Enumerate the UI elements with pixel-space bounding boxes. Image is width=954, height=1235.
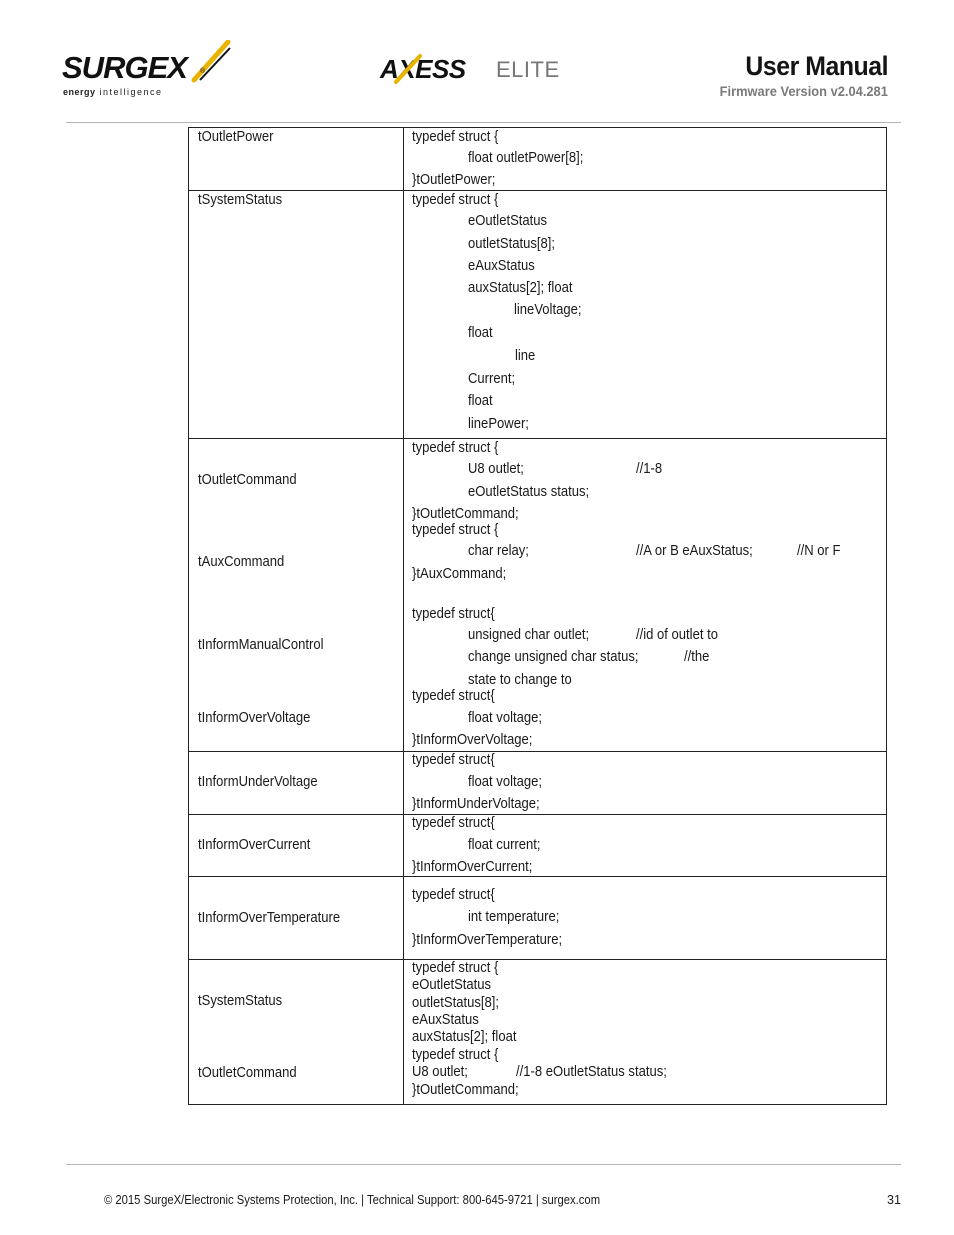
code-line: auxStatus[2]; float [412, 1029, 517, 1045]
code-line: }tOutletCommand; [412, 1082, 519, 1098]
code-line: typedef struct { [412, 522, 499, 538]
code-line: float [468, 325, 493, 341]
code-line: typedef struct{ [412, 815, 495, 831]
code-line: eOutletStatus status; [468, 484, 590, 500]
code-line: outletStatus[8]; [468, 236, 556, 252]
type-name: tInformOverCurrent [198, 837, 311, 853]
column-divider [403, 128, 404, 1104]
code-line: unsigned char outlet; [468, 627, 590, 643]
code-line: typedef struct { [412, 440, 499, 456]
code-line: }tOutletCommand; [412, 506, 519, 522]
tagline-energy: energy [63, 87, 96, 97]
row-divider [189, 959, 886, 960]
code-line: }tInformOverCurrent; [412, 859, 533, 875]
type-name: tInformOverTemperature [198, 910, 341, 926]
code-line: eOutletStatus [412, 977, 492, 993]
code-line: typedef struct{ [412, 887, 495, 903]
code-line: float voltage; [468, 774, 543, 790]
code-line: line [515, 348, 536, 364]
code-line: }tOutletPower; [412, 172, 496, 188]
surgex-wordmark: SURGEX [62, 50, 187, 85]
code-line: eAuxStatus [468, 258, 535, 274]
code-line: eOutletStatus [468, 213, 548, 229]
code-line: eAuxStatus [412, 1012, 479, 1028]
code-line: typedef struct{ [412, 752, 495, 768]
code-line: state to change to [468, 672, 572, 688]
code-line: typedef struct { [412, 960, 499, 976]
code-line: float voltage; [468, 710, 543, 726]
code-line: typedef struct { [412, 129, 499, 145]
type-name: tAuxCommand [198, 554, 285, 570]
code-line: char relay; [468, 543, 529, 559]
surgex-tagline [63, 87, 163, 97]
code-line: float current; [468, 837, 541, 853]
code-line: }tInformOverVoltage; [412, 732, 533, 748]
type-name: tOutletCommand [198, 1065, 297, 1081]
code-line: typedef struct { [412, 1047, 499, 1063]
code-line: auxStatus[2]; float [468, 280, 573, 296]
surgex-logo [62, 40, 232, 102]
code-line: typedef struct{ [412, 688, 495, 704]
code-line: float [468, 393, 493, 409]
code-line: change unsigned char status; [468, 649, 639, 665]
surgex-x-swoosh-icon [190, 40, 234, 84]
code-line: linePower; [468, 416, 529, 432]
code-line: typedef struct { [412, 192, 499, 208]
code-line: Current; [468, 371, 516, 387]
page-title: User Manual [745, 51, 888, 81]
type-name: tInformUnderVoltage [198, 774, 318, 790]
code-line: U8 outlet; [412, 1064, 468, 1080]
code-comment: //the [684, 649, 710, 665]
code-line: }tInformUnderVoltage; [412, 796, 540, 812]
footer-text: © 2015 SurgeX/Electronic Systems Protection, Inc. | Technical Support: 800-645-9721 | surgex.com [104, 1193, 601, 1207]
row-divider [189, 751, 886, 752]
type-name: tSystemStatus [198, 993, 283, 1009]
code-comment: //A or B eAuxStatus; [636, 543, 753, 559]
code-line: float outletPower[8]; [468, 150, 584, 166]
type-name: tSystemStatus [198, 192, 283, 208]
type-name: tOutletCommand [198, 472, 297, 488]
code-line: outletStatus[8]; [412, 995, 500, 1011]
code-comment: //1-8 [636, 461, 663, 477]
row-divider [189, 190, 886, 191]
code-line: }tAuxCommand; [412, 566, 507, 582]
struct-definitions-table [188, 127, 887, 1105]
code-line: lineVoltage; [514, 302, 582, 318]
code-line: U8 outlet; [468, 461, 524, 477]
row-divider [189, 438, 886, 439]
row-divider [189, 876, 886, 877]
registered-mark: ® [200, 68, 206, 75]
axess-x-accent-icon [394, 54, 424, 84]
type-name: tInformOverVoltage [198, 710, 311, 726]
footer-divider [66, 1164, 901, 1165]
axess-elite-logo [380, 54, 560, 84]
elite-wordmark: ELITE [496, 57, 560, 82]
code-comment: //id of outlet to [636, 627, 718, 643]
code-comment: //N or F [797, 543, 841, 559]
page-number: 31 [887, 1193, 901, 1207]
type-name: tOutletPower [198, 129, 274, 145]
code-line: typedef struct{ [412, 606, 495, 622]
type-name: tInformManualControl [198, 637, 324, 653]
code-line: }tInformOverTemperature; [412, 932, 563, 948]
header-divider [66, 122, 901, 123]
firmware-version: Firmware Version v2.04.281 [719, 83, 888, 99]
code-line: int temperature; [468, 909, 560, 925]
tagline-intelligence: intelligence [99, 87, 163, 97]
axess-wordmark: AXESS [380, 54, 466, 84]
code-comment: //1-8 eOutletStatus status; [516, 1064, 667, 1080]
row-divider [189, 814, 886, 815]
